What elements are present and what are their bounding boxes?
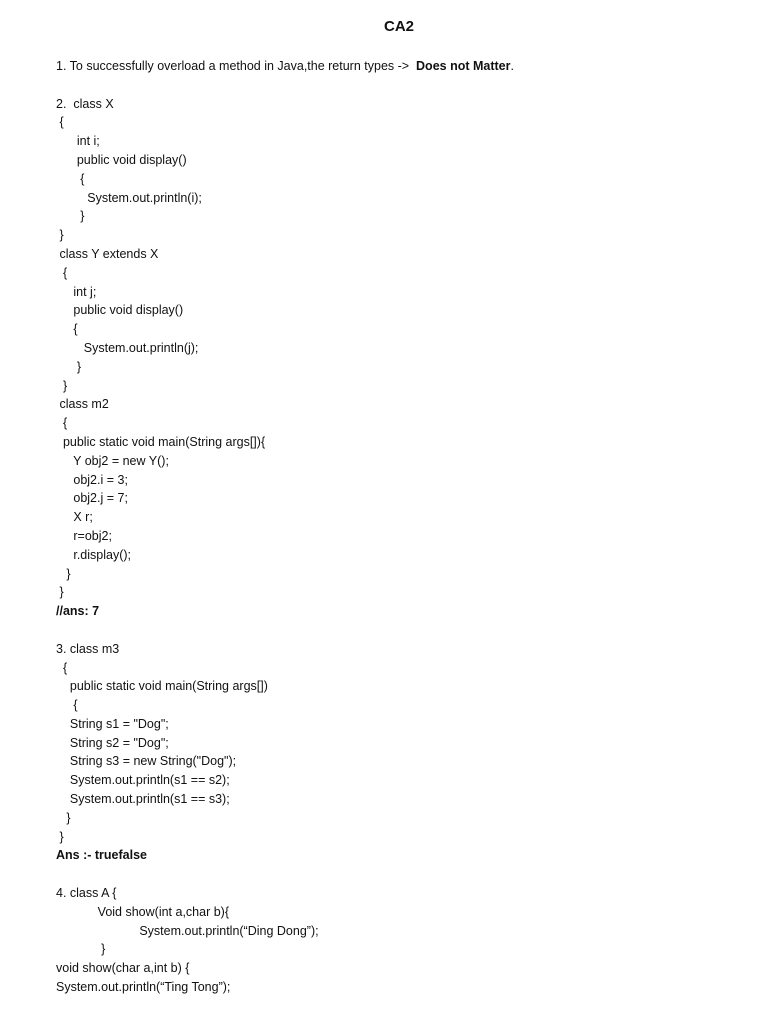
- code-line: System.out.println(“Ting Tong”);: [56, 980, 231, 995]
- code-line: class Y extends X: [56, 246, 159, 261]
- code-line: 2. class X: [56, 96, 114, 111]
- code-line: {: [56, 322, 78, 337]
- code-line: {: [56, 416, 68, 431]
- question-1-tail: .: [510, 59, 514, 73]
- code-line: {: [56, 698, 78, 713]
- code-line: {: [56, 265, 68, 280]
- code-line: String s2 = "Dog";: [56, 735, 169, 750]
- code-line: }: [56, 228, 64, 243]
- code-line: System.out.println(s1 == s2);: [56, 773, 230, 788]
- code-line: Void show(int a,char b){: [56, 904, 229, 919]
- code-line: public static void main(String args[]): [56, 679, 268, 694]
- question-3-code: [56, 640, 514, 847]
- code-line: Y obj2 = new Y();: [56, 453, 169, 468]
- document-body: [56, 57, 514, 997]
- code-line: System.out.println(s1 == s3);: [56, 792, 230, 807]
- code-line: {: [56, 171, 85, 186]
- code-line: obj2.i = 3;: [56, 472, 128, 487]
- spacer: [56, 76, 514, 95]
- question-1: [56, 57, 514, 76]
- code-line: r.display();: [56, 547, 132, 562]
- code-line: public void display(): [56, 303, 184, 318]
- code-line: }: [56, 378, 68, 393]
- code-line: r=obj2;: [56, 528, 112, 543]
- code-line: System.out.println(“Ding Dong”);: [56, 923, 319, 938]
- code-line: X r;: [56, 510, 93, 525]
- code-line: int j;: [56, 284, 97, 299]
- code-line: }: [56, 810, 71, 825]
- code-line: }: [56, 209, 85, 224]
- code-line: 4. class A {: [56, 886, 117, 901]
- code-line: String s3 = new String("Dog");: [56, 754, 237, 769]
- code-line: System.out.println(i);: [56, 190, 202, 205]
- code-line: }: [56, 942, 106, 957]
- spacer: [56, 865, 514, 884]
- code-line: String s1 = "Dog";: [56, 716, 169, 731]
- code-line: }: [56, 829, 64, 844]
- spacer: [56, 621, 514, 640]
- code-line: int i;: [56, 134, 100, 149]
- question-3-answer: Ans :- truefalse: [56, 848, 147, 863]
- code-line: }: [56, 359, 82, 374]
- code-line: {: [56, 660, 68, 675]
- document-title: CA2: [383, 18, 414, 35]
- code-line: System.out.println(j);: [56, 340, 199, 355]
- code-line: class m2: [56, 397, 109, 412]
- question-1-answer: Does not Matter: [416, 59, 511, 73]
- code-line: obj2.j = 7;: [56, 491, 128, 506]
- code-line: {: [56, 115, 64, 130]
- code-line: void show(char a,int b) {: [56, 961, 190, 976]
- question-4-code: [56, 884, 514, 997]
- code-line: public static void main(String args[]){: [56, 434, 266, 449]
- code-line: 3. class m3: [56, 641, 120, 656]
- code-line: }: [56, 585, 64, 600]
- question-2-code: [56, 95, 514, 603]
- code-line: public void display(): [56, 152, 187, 167]
- question-2-answer: //ans: 7: [56, 604, 100, 619]
- code-line: }: [56, 566, 71, 581]
- question-1-text: 1. To successfully overload a method in Java,the return types ->: [56, 59, 417, 73]
